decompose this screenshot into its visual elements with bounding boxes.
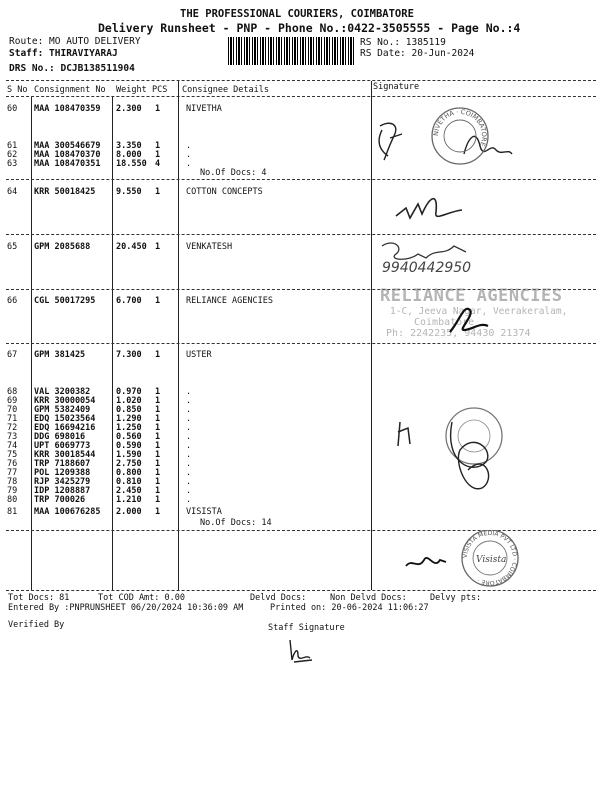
drs-number: DRS No.: DCJB138511904 (9, 63, 135, 74)
rs-date: RS Date: 20-Jun-2024 (360, 48, 475, 59)
row-pcs: 1 (155, 432, 161, 442)
row-consignee: . (186, 468, 192, 478)
row-pcs: 1 (155, 450, 161, 460)
row-sno: 72 (7, 423, 18, 433)
row-weight: 8.000 (116, 150, 142, 160)
row-sno: 62 (7, 150, 18, 160)
row-pcs: 1 (155, 387, 161, 397)
row-sno: 69 (7, 396, 18, 406)
row-weight: 20.450 (116, 242, 147, 252)
company-name: THE PROFESSIONAL COURIERS, COIMBATORE (180, 8, 414, 20)
row-pcs: 1 (155, 187, 161, 197)
route-label: Route: MO AUTO DELIVERY (9, 36, 141, 47)
header-bottom-rule (6, 96, 596, 97)
row-consignee: RELIANCE AGENCIES (186, 296, 273, 306)
row-pcs: 1 (155, 104, 161, 114)
row-consignment: POL 1209388 (34, 468, 91, 478)
row-consignment: GPM 2085688 (34, 242, 91, 252)
row-weight: 0.800 (116, 468, 142, 478)
row-consignee: COTTON CONCEPTS (186, 187, 263, 197)
row-pcs: 4 (155, 159, 161, 169)
signature-cotton-concepts (390, 182, 490, 230)
row-sno: 66 (7, 296, 18, 306)
row-consignee: . (186, 141, 192, 151)
row-sno: 77 (7, 468, 18, 478)
stamp-reliance-phone: Ph: 2242235, 94430 21374 (386, 328, 531, 339)
total-cod: Tot COD Amt: 0.00 (98, 593, 185, 603)
row-weight: 0.810 (116, 477, 142, 487)
handwritten-phone: 9940442950 (382, 260, 472, 276)
row-consignment: VAL 3200382 (34, 387, 91, 397)
row-weight: 18.550 (116, 159, 147, 169)
row-weight: 6.700 (116, 296, 142, 306)
row-consignment: MAA 300546679 (34, 141, 101, 151)
row-consignee: . (186, 441, 192, 451)
row-consignment: GPM 5382409 (34, 405, 91, 415)
row-consignee: USTER (186, 350, 212, 360)
row-consignment: MAA 108470351 (34, 159, 101, 169)
col-header-consignment: Consignment No (34, 85, 106, 95)
row-weight: 9.550 (116, 187, 142, 197)
col-header-signature: Signature (373, 82, 420, 92)
col-header-consignee: Consignee Details (182, 85, 269, 95)
row-pcs: 1 (155, 396, 161, 406)
row-sno: 70 (7, 405, 18, 415)
stamp-reliance-address: 1-C, Jeeva Nagar, Veerakeralam, (390, 306, 568, 317)
row-consignment: KRR 50018425 (34, 187, 96, 197)
row-consignee: . (186, 459, 192, 469)
row-weight: 1.290 (116, 414, 142, 424)
row-weight: 0.560 (116, 432, 142, 442)
row-separator (6, 179, 596, 180)
non-delivered-docs: Non Delvd Docs: (330, 593, 407, 603)
row-consignee: VENKATESH (186, 242, 233, 252)
row-consignment: IDP 1208887 (34, 486, 91, 496)
row-sno: 76 (7, 459, 18, 469)
signature-uster (374, 392, 524, 512)
stamp-reliance-city: Coimbatore (414, 317, 475, 328)
row-weight: 2.450 (116, 486, 142, 496)
row-weight: 2.000 (116, 507, 142, 517)
barcode (228, 37, 354, 65)
row-consignment: KRR 30018544 (34, 450, 96, 460)
row-weight: 1.210 (116, 495, 142, 505)
stamp-nivetha-text: NIVETHA · COIMBATORE · (431, 107, 489, 153)
row-consignee: . (186, 396, 192, 406)
col-header-sno: S No (7, 85, 28, 95)
row-consignment: EDQ 15023564 (34, 414, 96, 424)
row-pcs: 1 (155, 242, 161, 252)
row-weight: 0.970 (116, 387, 142, 397)
row-pcs: 1 (155, 141, 161, 151)
docs-count-group2: No.Of Docs: 14 (200, 518, 272, 528)
stamp-visista-center: Visista (476, 555, 507, 565)
row-sno: 60 (7, 104, 18, 114)
row-consignee: . (186, 150, 192, 160)
row-consignment: MAA 108470359 (34, 104, 101, 114)
printed-on: Printed on: 20-06-2024 11:06:27 (270, 603, 429, 613)
header-top-rule (6, 80, 596, 81)
delivered-docs: Delvd Docs: (250, 593, 307, 603)
row-consignee: VISISTA (186, 507, 222, 517)
row-consignment: EDQ 16694216 (34, 423, 96, 433)
row-weight: 2.300 (116, 104, 142, 114)
signature-reliance (440, 296, 500, 340)
row-sno: 75 (7, 450, 18, 460)
row-consignee: . (186, 159, 192, 169)
row-consignee: . (186, 450, 192, 460)
row-consignee: . (186, 423, 192, 433)
row-pcs: 1 (155, 441, 161, 451)
svg-text:NIVETHA · COIMBATORE · (432, 108, 488, 152)
docs-count-group1: No.Of Docs: 4 (200, 168, 267, 178)
delivery-points: Delvy pts: (430, 593, 482, 603)
row-sno: 61 (7, 141, 18, 151)
row-separator (6, 234, 596, 235)
footer-top-rule (6, 590, 596, 591)
row-weight: 0.850 (116, 405, 142, 415)
row-pcs: 1 (155, 296, 161, 306)
stamp-reliance-name: RELIANCE AGENCIES (380, 286, 563, 306)
staff-signature (282, 636, 322, 666)
rs-number: RS No.: 1385119 (360, 37, 446, 48)
row-sno: 81 (7, 507, 18, 517)
signature-venkatesh (374, 234, 504, 284)
row-pcs: 1 (155, 350, 161, 360)
row-sno: 64 (7, 187, 18, 197)
signature-nivetha (372, 98, 598, 178)
row-consignment: DDG 698016 (34, 432, 86, 442)
row-pcs: 1 (155, 150, 161, 160)
row-weight: 2.750 (116, 459, 142, 469)
row-consignment: RJP 3425279 (34, 477, 91, 487)
divider-pcs (178, 81, 179, 590)
row-weight: 1.250 (116, 423, 142, 433)
row-weight: 1.020 (116, 396, 142, 406)
total-docs: Tot Docs: 81 (8, 593, 70, 603)
row-pcs: 1 (155, 486, 161, 496)
row-sno: 74 (7, 441, 18, 451)
row-consignee: . (186, 405, 192, 415)
row-consignment: KRR 30000054 (34, 396, 96, 406)
row-consignment: GPM 381425 (34, 350, 86, 360)
row-sno: 73 (7, 432, 18, 442)
row-pcs: 1 (155, 423, 161, 433)
row-consignee: . (186, 414, 192, 424)
row-sno: 78 (7, 477, 18, 487)
row-pcs: 1 (155, 477, 161, 487)
verified-by-label: Verified By (8, 620, 65, 630)
row-consignee: NIVETHA (186, 104, 222, 114)
row-separator (6, 343, 596, 344)
staff-label: Staff: THIRAVIYARAJ (9, 48, 118, 59)
row-sno: 71 (7, 414, 18, 424)
staff-signature-label: Staff Signature (268, 623, 345, 633)
col-header-pcs: PCS (152, 85, 168, 95)
row-weight: 1.590 (116, 450, 142, 460)
entered-by: Entered By :PNPRUNSHEET 06/20/2024 10:36:09 AM (8, 603, 244, 613)
row-consignee: . (186, 495, 192, 505)
row-pcs: 1 (155, 459, 161, 469)
row-weight: 7.300 (116, 350, 142, 360)
row-consignee: . (186, 486, 192, 496)
row-consignee: . (186, 477, 192, 487)
row-sno: 63 (7, 159, 18, 169)
row-sno: 68 (7, 387, 18, 397)
row-consignment: MAA 108470370 (34, 150, 101, 160)
row-consignee: . (186, 387, 192, 397)
row-consignment: MAA 100676285 (34, 507, 101, 517)
row-weight: 0.590 (116, 441, 142, 451)
row-pcs: 1 (155, 405, 161, 415)
row-consignment: CGL 50017295 (34, 296, 96, 306)
row-sno: 65 (7, 242, 18, 252)
page-title: Delivery Runsheet - PNP - Phone No.:0422-3505555 - Page No.:4 (98, 21, 521, 35)
row-pcs: 1 (155, 414, 161, 424)
row-pcs: 1 (155, 495, 161, 505)
row-weight: 3.350 (116, 141, 142, 151)
col-header-weight: Weight (116, 85, 147, 95)
row-sno: 79 (7, 486, 18, 496)
signature-visista (400, 530, 550, 590)
stamp-visista-text: VISISTA MEDIA PVT LTD · COIMBATORE · (461, 530, 519, 587)
row-consignment: TRP 7188607 (34, 459, 91, 469)
row-pcs: 1 (155, 468, 161, 478)
row-sno: 80 (7, 495, 18, 505)
row-sno: 67 (7, 350, 18, 360)
row-pcs: 1 (155, 507, 161, 517)
row-consignee: . (186, 432, 192, 442)
row-consignment: TRP 700026 (34, 495, 86, 505)
row-consignment: UPT 6069773 (34, 441, 91, 451)
